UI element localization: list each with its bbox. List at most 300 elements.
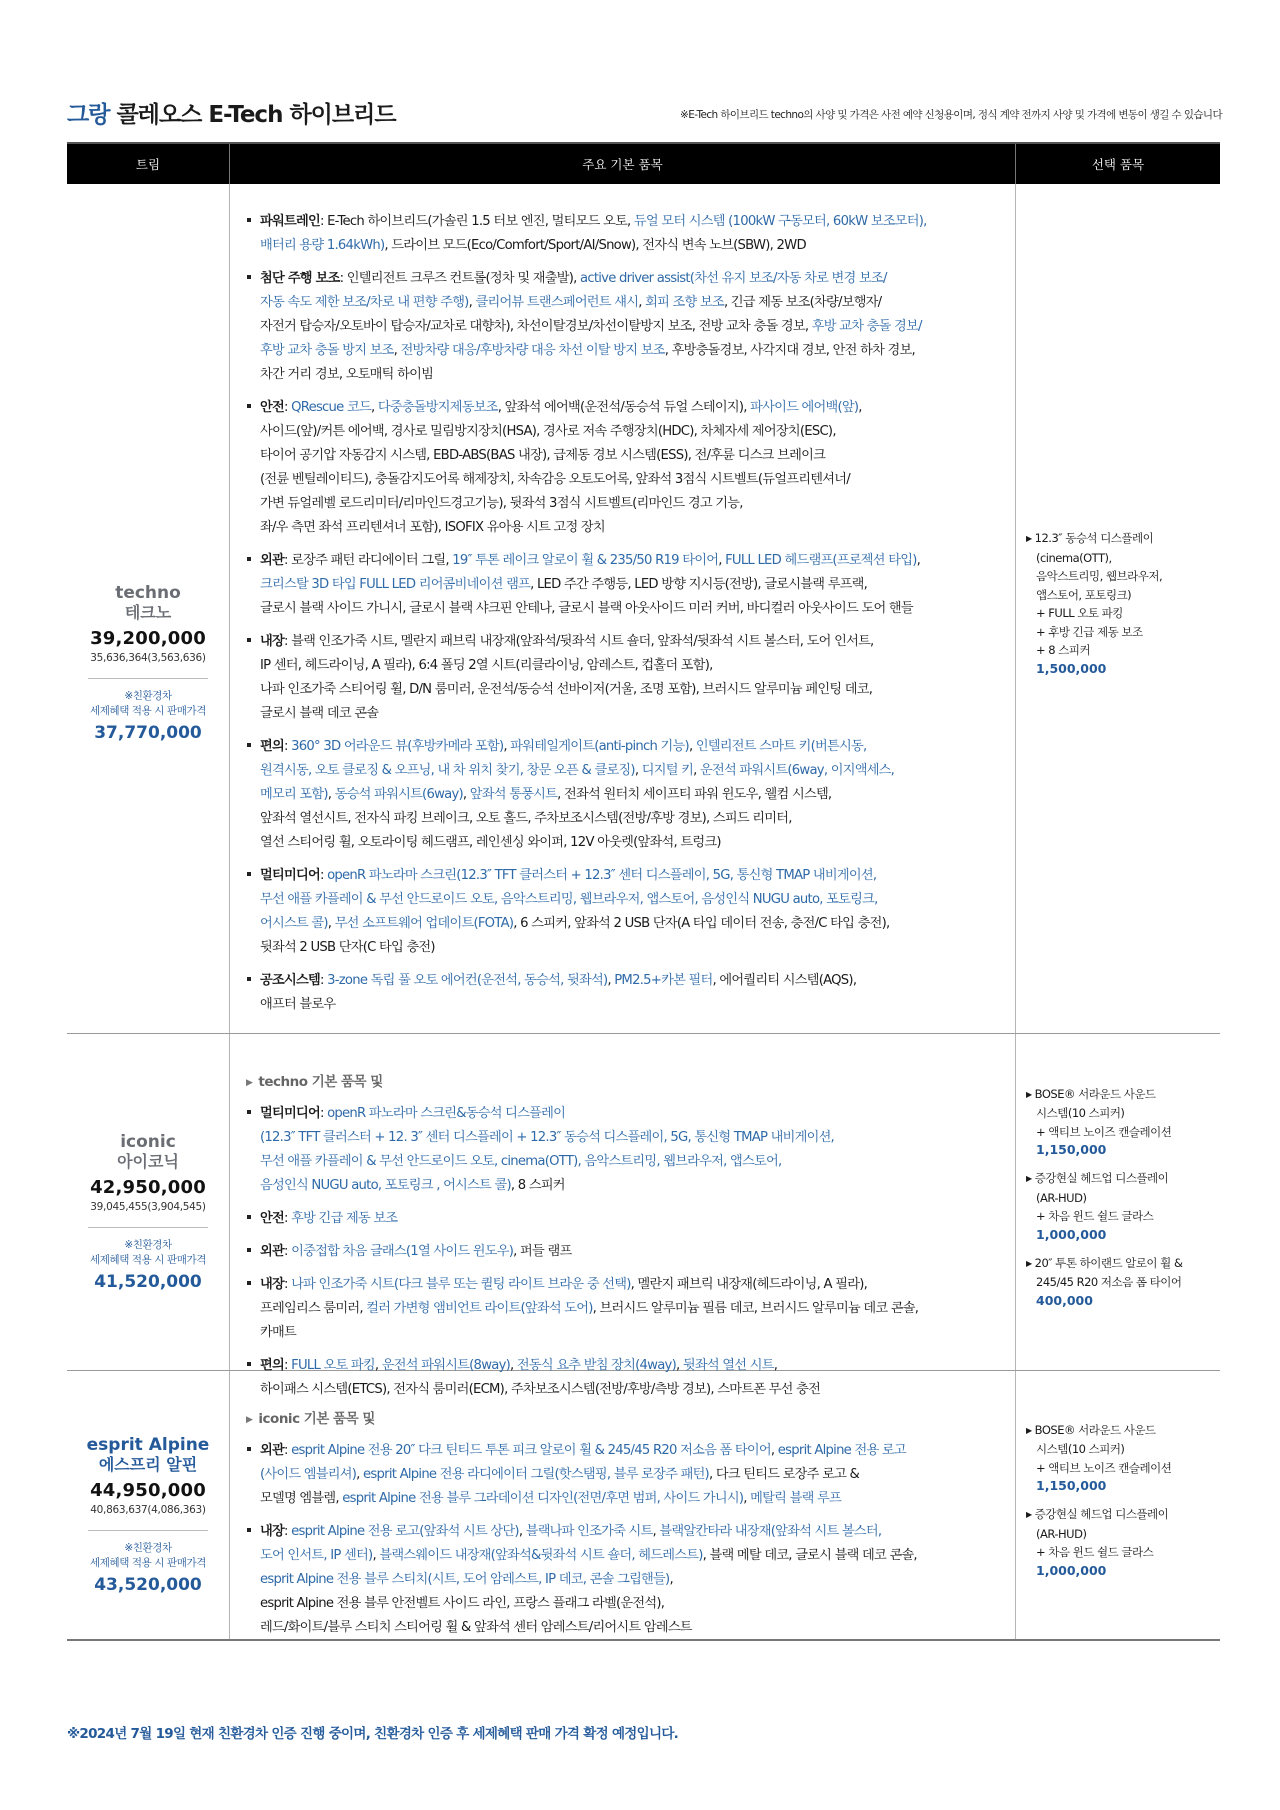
feature-text: , 에어퀄리티 시스템(AQS), <box>712 973 857 988</box>
feature-group <box>246 396 1007 540</box>
table-body <box>67 184 1220 1641</box>
feature-text: 글로시 블랙 데코 콘솔 <box>260 706 379 721</box>
options-cell <box>1016 1034 1220 1370</box>
feature-highlight: 메탈릭 블랙 루프 <box>750 1491 841 1506</box>
feature-highlight: openR 파노라마 스크린&동승석 디스플레이 <box>327 1106 566 1121</box>
feature-category: 편의 <box>260 1358 284 1373</box>
trim-name-en: esprit Alpine <box>86 1434 210 1455</box>
feature-highlight: 음성인식 NUGU auto, 포토링크 , 어시스트 콜) <box>260 1178 511 1193</box>
bullet-icon <box>247 557 251 561</box>
feature-highlight: 듀얼 모터 시스템 (100kW 구동모터, 60kW 보조모터), <box>633 214 927 229</box>
feature-highlight: 앞좌석 통풍시트 <box>469 787 558 802</box>
option-line <box>1026 1505 1210 1525</box>
bullet-icon <box>247 1215 251 1219</box>
feature-text: : <box>319 868 328 883</box>
feature-text: , <box>327 787 335 802</box>
feature-text: , <box>370 400 378 415</box>
feature-text: , <box>372 1548 380 1563</box>
eco-note: ※친환경차 <box>124 690 172 702</box>
feature-group <box>246 864 1007 960</box>
option-text: + 차음 윈드 쉴드 글라스 <box>1036 1209 1154 1223</box>
title-rest: 콜레오스 E-Tech 하이브리드 <box>109 102 396 128</box>
trim-name-ko: 아이코닉 <box>117 1151 179 1171</box>
feature-highlight: esprit Alpine 전용 로고 <box>777 1443 906 1458</box>
option-line <box>1026 586 1210 605</box>
eco-note-detail: 세제혜택 적용 시 판매가격 <box>90 1556 206 1569</box>
feature-highlight: esprit Alpine 전용 20″ 다크 틴티드 투톤 피크 알로이 휠 & 245/45 R20 저소음 폼 타이어 <box>291 1443 771 1458</box>
feature-text: : <box>283 1358 292 1373</box>
header-trim: 트림 <box>67 144 230 184</box>
feature-highlight: FULL 오토 파킹 <box>291 1358 375 1373</box>
feature-text: , LED 주간 주행등, LED 방향 지시등(전방), 글로시블랙 루프랙, <box>530 577 868 592</box>
feature-highlight: 클리어뷰 트랜스페어런트 섀시 <box>475 295 639 310</box>
main-features-cell <box>230 1034 1016 1397</box>
feature-line <box>246 315 1007 339</box>
feature-text: IP 센터, 헤드라이닝, A 필라), 6:4 폴딩 2열 시트(리클라이닝, 암레스트, 컵홀더 포함), <box>260 658 713 673</box>
feature-highlight: 3-zone 독립 풀 오토 에어컨(운전석, 동승석, 뒷좌석) <box>327 973 608 988</box>
feature-line <box>246 1150 1007 1174</box>
feature-text: : <box>319 1106 328 1121</box>
option-text: + 차음 윈드 쉴드 글라스 <box>1036 1545 1154 1559</box>
feature-highlight: 메모리 포함) <box>260 787 328 802</box>
feature-line <box>246 1273 1007 1297</box>
feature-text: , <box>374 1358 382 1373</box>
option-line <box>1026 529 1210 549</box>
feature-highlight: 운전석 파워시트(8way) <box>381 1358 511 1373</box>
feature-category: 내장 <box>260 1524 284 1539</box>
trim-name-en: techno <box>115 583 181 603</box>
feature-highlight: 파사이드 에어백(앞) <box>750 400 859 415</box>
trim-price-breakdown: 40,863,637(4,086,363) <box>90 1503 206 1516</box>
trim-cell <box>67 184 230 1033</box>
option-line <box>1026 1421 1210 1441</box>
feature-category: 내장 <box>260 1277 284 1292</box>
feature-text: , <box>718 553 726 568</box>
feature-text: 자전거 탑승자/오토바이 탑승자/교차로 대향차), 차선이탈경보/차선이탈방지 보조, 전방 교차 충돌 경보, <box>260 319 812 334</box>
option-text: 증강현실 헤드업 디스플레이 <box>1034 1507 1169 1521</box>
feature-line <box>246 759 1007 783</box>
feature-highlight: 무선 애플 카플레이 & 무선 안드로이드 오토, 음악스트리밍, 웹브라우저, 앱스토어, 음성인식 NUGU auto, 포토링크, <box>260 892 878 907</box>
feature-highlight: 후방 긴급 제동 보조 <box>291 1211 398 1226</box>
option-line <box>1026 1543 1210 1562</box>
feature-line <box>246 549 1007 573</box>
feature-line <box>246 1207 1007 1231</box>
feature-text: 앞좌석 열선시트, 전자식 파킹 브레이크, 오토 홀드, 주차보조시스템(전방/후방 경보), 스피드 리미터, <box>260 811 792 826</box>
feature-highlight: 운전석 파워시트(6way, 이지액세스, <box>700 763 895 778</box>
feature-text: 좌/우 측면 좌석 프리텐셔너 포함), ISOFIX 유아용 시트 고정 장치 <box>260 520 605 535</box>
feature-highlight: openR 파노라마 스크린(12.3″ TFT 클러스터 + 12.3″ 센터 디스플레이, 5G, 통신형 TMAP 내비게이션, <box>327 868 877 883</box>
options-cell <box>1016 184 1220 1033</box>
feature-line <box>246 630 1007 654</box>
feature-category: 외관 <box>260 1443 284 1458</box>
feature-text: , 멜란지 패브릭 내장재(헤드라이닝, A 필라), <box>630 1277 868 1292</box>
title-accent: 그랑 <box>67 102 110 128</box>
feature-highlight: (사이드 엠블리셔) <box>260 1467 357 1482</box>
trim-price-breakdown: 39,045,455(3,904,545) <box>90 1200 206 1213</box>
feature-highlight: 블랙알칸타라 내장재(앞좌석 시트 볼스터, <box>659 1524 882 1539</box>
feature-line <box>246 1616 1007 1640</box>
feature-highlight: 회피 조향 보조 <box>645 295 724 310</box>
feature-line <box>246 678 1007 702</box>
feature-highlight: QRescue 코드 <box>291 400 371 415</box>
feature-text: 나파 인조가죽 스티어링 휠, D/N 룸미러, 운전석/동승석 선바이저(거울, 조명 포함), 브러시드 알루미늄 페인팅 데코, <box>260 682 873 697</box>
feature-highlight: 블랙스웨이드 내장재(앞좌석&뒷좌석 시트 숄더, 헤드레스트) <box>379 1548 703 1563</box>
feature-text: , <box>634 763 642 778</box>
feature-text: , <box>468 295 476 310</box>
option-line <box>1026 1440 1210 1459</box>
option-line <box>1026 1207 1210 1226</box>
feature-line <box>246 1520 1007 1544</box>
feature-line <box>246 1544 1007 1568</box>
option-text: (cinema(OTT), <box>1036 550 1112 565</box>
feature-text: : <box>283 400 292 415</box>
feature-text: , <box>688 739 696 754</box>
feature-text: , <box>503 739 511 754</box>
feature-text: : <box>283 1443 292 1458</box>
feature-text: , 긴급 제동 보조(차량/보행자/ <box>723 295 882 310</box>
page-title <box>67 96 396 129</box>
basis-text: iconic 기본 품목 및 <box>258 1411 375 1427</box>
feature-text: 차간 거리 경보, 오토매틱 하이빔 <box>260 367 434 382</box>
feature-text: , <box>916 553 921 568</box>
feature-line <box>246 702 1007 726</box>
feature-highlight: 자동 속도 제한 보조/차로 내 편향 주행) <box>260 295 469 310</box>
trim-row <box>67 1371 1220 1641</box>
feature-line <box>246 420 1007 444</box>
feature-text: : <box>319 973 328 988</box>
feature-text: , 후방충돌경보, 사각지대 경보, 안전 하차 경보, <box>664 343 915 358</box>
feature-text: , 브러시드 알루미늄 필름 데코, 브러시드 알루미늄 데코 콘솔, <box>592 1301 919 1316</box>
feature-text: , 8 스피커 <box>510 1178 565 1193</box>
feature-line <box>246 492 1007 516</box>
feature-text: , <box>669 1572 673 1587</box>
feature-highlight: 동승석 파워시트(6way) <box>334 787 463 802</box>
feature-category: 외관 <box>260 553 284 568</box>
feature-highlight: 파워테일게이트(anti-pinch 기능) <box>510 739 689 754</box>
option-line <box>1026 1189 1210 1208</box>
option-text: + 8 스피커 <box>1036 643 1091 658</box>
feature-text: , 드라이브 모드(Eco/Comfort/Sport/AI/Snow), 전자식 변속 노브(SBW), 2WD <box>384 238 806 253</box>
option-line <box>1026 1085 1210 1105</box>
option-line <box>1026 1104 1210 1123</box>
feature-highlight: FULL LED 헤드램프(프로젝션 타입) <box>725 553 917 568</box>
eco-note: ※친환경차 <box>124 1541 172 1554</box>
feature-category: 안전 <box>260 400 284 415</box>
option-price: 1,500,000 <box>1036 660 1107 676</box>
option-text: + 액티브 노이즈 캔슬레이션 <box>1036 1124 1172 1139</box>
option-price: 1,000,000 <box>1036 1562 1107 1578</box>
feature-category: 공조시스템 <box>260 973 320 988</box>
feature-text: , 다크 틴티드 로장주 로고 & <box>708 1467 860 1482</box>
feature-highlight: 다중충돌방지제동보조 <box>377 400 498 415</box>
feature-text: : <box>283 1244 292 1259</box>
option-item <box>1026 1254 1210 1310</box>
feature-text: 레드/화이트/블루 스티치 스티어링 휠 & 앞좌석 센터 암레스트/리어시트 암레스트 <box>260 1620 692 1635</box>
feature-group <box>246 1273 1007 1345</box>
feature-highlight: 원격시동, 오토 클로징 & 오프닝, 내 차 위치 찾기, 창문 오픈 & 클로징) <box>260 763 635 778</box>
option-line <box>1026 549 1210 568</box>
eco-note: ※친환경차 <box>124 1238 172 1251</box>
feature-line <box>246 444 1007 468</box>
feature-line <box>246 597 1007 621</box>
feature-text: , <box>393 343 401 358</box>
divider <box>88 678 208 679</box>
bullet-icon <box>247 1447 251 1451</box>
bullet-icon <box>247 1528 251 1532</box>
feature-category: 파워트레인 <box>260 214 320 229</box>
feature-category: 편의 <box>260 739 284 754</box>
feature-line <box>246 807 1007 831</box>
feature-highlight: 블랙나파 인조가죽 시트 <box>525 1524 653 1539</box>
feature-line <box>246 1592 1007 1616</box>
basis-text: techno 기본 품목 및 <box>258 1074 383 1090</box>
feature-text: , 6 스피커, 앞좌석 2 USB 단자(A 타입 데이터 전송, 충전/C 타입 충전), <box>513 916 890 931</box>
bullet-icon <box>247 1362 251 1366</box>
feature-text: (전륜 벤틸레이티드), 충돌감지도어록 해제장치, 차속감응 오토도어록, 앞좌석 3점식 시트벨트(듀얼프리텐셔너/ <box>260 472 850 487</box>
feature-line <box>246 1568 1007 1592</box>
option-line <box>1026 1459 1210 1478</box>
option-line <box>1026 641 1210 660</box>
option-text: 증강현실 헤드업 디스플레이 <box>1034 1171 1169 1185</box>
triangle-right-icon: ▶ <box>1026 534 1032 544</box>
feature-line <box>246 573 1007 597</box>
feature-text: 하이패스 시스템(ETCS), 전자식 룸미러(ECM), 주차보조시스템(전방/후방/측방 경보), 스마트폰 무선 충전 <box>260 1382 821 1397</box>
feature-highlight: 무선 소프트웨어 업데이트(FOTA) <box>334 916 514 931</box>
feature-text: 애프터 블로우 <box>260 997 336 1012</box>
feature-highlight: esprit Alpine 전용 로고(앞좌석 시트 상단) <box>291 1524 519 1539</box>
trim-name-ko: 에스프리 알핀 <box>98 1454 198 1474</box>
feature-text: , <box>462 787 470 802</box>
feature-text: , <box>773 1358 778 1373</box>
feature-text: 사이드(앞)/커튼 에어백, 경사로 밀림방지장치(HSA), 경사로 저속 주행장치(HDC), 차체자세 제어장치(ESC), <box>260 424 836 439</box>
feature-text: 열선 스티어링 휠, 오토라이팅 헤드램프, 레인센싱 와이퍼, 12V 아웃렛(앞좌석, 트렁크) <box>260 835 721 850</box>
feature-line <box>246 1439 1007 1463</box>
pre-order-notice: ※E-Tech 하이브리드 techno의 사양 및 가격은 사전 예약 신청용이며, 정식 계약 전까지 사양 및 가격에 변동이 생길 수 있습니다 <box>680 109 1222 121</box>
feature-text: , 전좌석 원터치 세이프티 파워 윈도우, 웰컴 시스템, <box>557 787 832 802</box>
main-features-cell <box>230 184 1016 1033</box>
feature-highlight: (12.3″ TFT 클러스터 + 12. 3″ 센터 디스플레이 + 12.3″ 동승석 디스플레이, 5G, 통신형 TMAP 내비게이션, <box>260 1130 835 1145</box>
option-text: + 액티브 노이즈 캔슬레이션 <box>1036 1460 1172 1475</box>
feature-text: : 로장주 패턴 라디에이터 그릴, <box>283 553 453 568</box>
feature-line <box>246 993 1007 1017</box>
trim-price-breakdown: 35,636,364(3,563,636) <box>90 652 206 664</box>
divider <box>88 1227 208 1228</box>
feature-highlight: 어시스트 콜) <box>260 916 328 931</box>
feature-line <box>246 1487 1007 1511</box>
option-text: 245/45 R20 저소음 폼 타이어 <box>1036 1275 1182 1289</box>
feature-highlight: esprit Alpine 전용 블루 그라데이션 디자인(전면/후면 범퍼, 사이드 가니시) <box>342 1491 744 1506</box>
feature-category: 안전 <box>260 1211 284 1226</box>
feature-line <box>246 363 1007 387</box>
trim-cell <box>67 1034 230 1370</box>
feature-highlight: 무선 애플 카플레이 & 무선 안드로이드 오토, cinema(OTT), 음악스트리밍, 웹브라우저, 앱스토어, <box>260 1154 782 1169</box>
feature-text: , <box>356 1467 364 1482</box>
trim-price: 44,950,000 <box>90 1479 206 1501</box>
feature-text: , <box>607 973 615 988</box>
bullet-icon <box>247 275 251 279</box>
trim-name-ko: 테크노 <box>124 603 172 622</box>
option-text: 앱스토어, 포토링크) <box>1036 587 1132 602</box>
feature-highlight: 도어 인서트, IP 센터) <box>260 1548 373 1563</box>
feature-group <box>246 735 1007 855</box>
feature-group <box>246 969 1007 1017</box>
feature-line <box>246 1321 1007 1345</box>
feature-text: , 앞좌석 에어백(운전석/동승석 듀얼 스테이지), <box>497 400 751 415</box>
option-item <box>1026 1421 1210 1496</box>
option-line <box>1026 567 1210 586</box>
feature-line <box>246 936 1007 960</box>
feature-highlight: 전방차량 대응/후방차량 대응 차선 이탈 방지 보조 <box>400 343 665 358</box>
feature-line <box>246 210 1007 234</box>
triangle-right-icon: ▶ <box>1026 1089 1032 1099</box>
option-text: 음악스트리밍, 웹브라우저, <box>1036 569 1163 584</box>
option-text: BOSE® 서라운드 사운드 <box>1034 1086 1156 1101</box>
feature-text: : 블랙 인조가죽 시트, 멜란지 패브릭 내장재(앞좌석/뒷좌석 시트 숄더, 앞좌석/뒷좌석 시트 볼스터, 도어 인서트, <box>283 634 874 649</box>
trim-spec-table <box>67 142 1220 1641</box>
feature-line <box>246 516 1007 540</box>
feature-category: 멀티미디어 <box>260 1106 320 1121</box>
feature-highlight: 19″ 투톤 레이크 알로이 휠 & 235/50 R19 타이어 <box>452 553 719 568</box>
feature-text: , <box>770 1443 778 1458</box>
option-item <box>1026 1169 1210 1244</box>
trim-cell <box>67 1371 230 1639</box>
footer-note: ※2024년 7월 19일 현재 친환경차 인증 진행 중이며, 친환경차 인증 후 세제혜택 판매 가격 확정 예정입니다. <box>67 1726 679 1742</box>
feature-line <box>246 888 1007 912</box>
trim-row <box>67 184 1220 1034</box>
bullet-icon <box>247 638 251 642</box>
feature-highlight: esprit Alpine 전용 라디에이터 그릴(핫스탬핑, 블루 로장주 패턴) <box>363 1467 709 1482</box>
feature-highlight: 컬러 가변형 앰비언트 라이트(앞좌석 도어) <box>366 1301 593 1316</box>
feature-line <box>246 1240 1007 1264</box>
feature-text: : <box>283 1277 292 1292</box>
feature-highlight: 인텔리전트 스마트 키(버튼시동, <box>695 739 867 754</box>
option-text: 12.3″ 동승석 디스플레이 <box>1034 531 1154 546</box>
trim-price: 39,200,000 <box>90 628 206 649</box>
feature-text: 글로시 블랙 사이드 가니시, 글로시 블랙 샤크핀 안테나, 글로시 블랙 아웃사이드 미러 커버, 바디컬러 아웃사이드 도어 핸들 <box>260 601 913 616</box>
option-price: 1,150,000 <box>1036 1142 1107 1157</box>
feature-line <box>246 783 1007 807</box>
feature-text: : E-Tech 하이브리드(가솔린 1.5 터보 엔진, 멀티모드 오토, <box>319 214 634 229</box>
feature-category: 멀티미디어 <box>260 868 320 883</box>
feature-line <box>246 468 1007 492</box>
table-header <box>67 142 1220 184</box>
feature-text: 가변 듀얼레벨 로드리미터/리마인드경고기능), 뒷좌석 3점식 시트벨트(리마인드 경고 기능, <box>260 496 743 511</box>
feature-group <box>246 1207 1007 1231</box>
feature-text: , <box>510 1358 517 1373</box>
feature-line <box>246 969 1007 993</box>
feature-category: 첨단 주행 보조 <box>260 271 340 286</box>
feature-highlight: esprit Alpine 전용 블루 스티치(시트, 도어 암레스트, IP 데코, 콘솔 그립핸들) <box>260 1572 670 1587</box>
feature-line <box>246 291 1007 315</box>
eco-note-detail: 세제혜택 적용 시 판매가격 <box>90 705 206 717</box>
header-main-features: 주요 기본 품목 <box>230 144 1016 184</box>
bullet-icon <box>247 404 251 408</box>
feature-highlight: 디지털 키 <box>641 763 694 778</box>
eco-note-detail: 세제혜택 적용 시 판매가격 <box>90 1253 206 1266</box>
triangle-right-icon: ▶ <box>246 1078 253 1088</box>
feature-group <box>246 549 1007 621</box>
feature-text: : <box>283 1524 292 1539</box>
triangle-right-icon: ▶ <box>1026 1425 1032 1435</box>
option-line <box>1026 1123 1210 1142</box>
feature-text: , 블랙 메탈 데코, 글로시 블랙 데코 콘솔, <box>702 1548 917 1563</box>
option-line <box>1026 1254 1210 1274</box>
option-item <box>1026 529 1210 678</box>
feature-text: : <box>283 1211 292 1226</box>
option-text: 20″ 투톤 하이랜드 알로이 휠 & <box>1034 1255 1183 1270</box>
option-text: + 후방 긴급 제동 보조 <box>1036 624 1143 639</box>
option-line <box>1026 604 1210 623</box>
option-text: 시스템(10 스피커) <box>1036 1106 1125 1120</box>
feature-text: : 인텔리전트 크루즈 컨트롤(정차 및 재출발), <box>339 271 581 286</box>
options-cell <box>1016 1371 1220 1639</box>
bullet-icon <box>247 1248 251 1252</box>
feature-group <box>246 1439 1007 1511</box>
trim-name-en: iconic <box>120 1131 176 1152</box>
option-text: (AR-HUD) <box>1036 1190 1087 1205</box>
feature-text: , 퍼들 램프 <box>513 1244 572 1259</box>
option-text: 시스템(10 스피커) <box>1036 1442 1125 1456</box>
feature-text: , <box>743 1491 751 1506</box>
option-line <box>1026 1525 1210 1544</box>
feature-text: , <box>693 763 701 778</box>
feature-highlight: 후방 교차 충돌 방지 보조 <box>260 343 394 358</box>
basis-label <box>246 1070 1007 1090</box>
feature-line <box>246 1297 1007 1321</box>
feature-highlight: PM2.5+카본 필터 <box>614 973 713 988</box>
triangle-right-icon: ▶ <box>1026 1174 1032 1183</box>
triangle-right-icon: ▶ <box>1026 1510 1032 1519</box>
feature-highlight: 360° 3D 어라운드 뷰(후방카메라 포함) <box>291 739 504 754</box>
divider <box>88 1530 208 1531</box>
bullet-icon <box>247 1110 251 1114</box>
option-line <box>1026 1169 1210 1189</box>
feature-text: 카매트 <box>260 1325 296 1340</box>
feature-text: 타이어 공기압 자동감지 시스템, EBD-ABS(BAS 내장), 급제동 경보 시스템(ESS), 전/후륜 디스크 브레이크 <box>260 448 826 463</box>
feature-text: esprit Alpine 전용 블루 안전벨트 사이드 라인, 프랑스 플래그 라벨(운전석), <box>260 1596 665 1611</box>
basis-label <box>246 1407 1007 1427</box>
feature-text: , <box>638 295 646 310</box>
feature-line <box>246 267 1007 291</box>
feature-line <box>246 864 1007 888</box>
option-item <box>1026 1505 1210 1580</box>
feature-category: 외관 <box>260 1244 284 1259</box>
feature-highlight: 나파 인조가죽 시트(다크 블루 또는 퀼팅 라이트 브라운 중 선택) <box>291 1277 631 1292</box>
feature-text: , <box>652 1524 660 1539</box>
option-line <box>1026 623 1210 642</box>
bullet-icon <box>247 743 251 747</box>
feature-highlight: 전동식 요추 받침 장치(4way) <box>516 1358 676 1373</box>
eco-price: 43,520,000 <box>94 1574 202 1595</box>
feature-line <box>246 1102 1007 1126</box>
triangle-right-icon: ▶ <box>246 1415 253 1425</box>
feature-text: 뒷좌석 2 USB 단자(C 타입 충전) <box>260 940 435 955</box>
eco-price: 37,770,000 <box>94 723 202 743</box>
feature-group <box>246 210 1007 258</box>
feature-group <box>246 267 1007 387</box>
feature-highlight: 후방 교차 충돌 경보/ <box>811 319 922 334</box>
feature-category: 내장 <box>260 634 284 649</box>
bullet-icon <box>247 1281 251 1285</box>
feature-highlight: 이중접합 차음 글래스(1열 사이드 윈도우) <box>291 1244 514 1259</box>
feature-highlight: 배터리 용량 1.64kWh) <box>260 238 385 253</box>
feature-line <box>246 912 1007 936</box>
option-text: BOSE® 서라운드 사운드 <box>1034 1422 1156 1437</box>
header-options: 선택 품목 <box>1091 157 1145 172</box>
bullet-icon <box>247 872 251 876</box>
feature-group <box>246 1240 1007 1264</box>
feature-line <box>246 1126 1007 1150</box>
